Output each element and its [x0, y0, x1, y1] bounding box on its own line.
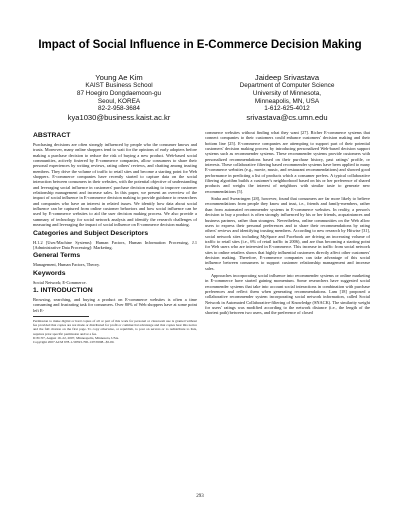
author-name: Young Ae Kim: [95, 73, 143, 82]
right-column: [205, 130, 370, 318]
author-city: Minneapolis, MN, USA: [254, 97, 320, 105]
keywords-heading: Keywords: [33, 269, 66, 277]
abstract-heading: ABSTRACT: [33, 132, 71, 139]
author-affiliation: KAIST Business School: [85, 82, 153, 89]
body-paragraph: Approaches incorporating social influence into recommender systems or online marketing in E-commerce have started gaining momentum. Some researchers have suggested social recommender systems that take into account social interactions in combination with purchase preferences and reflect them when generating recommendations. Lam [18] proposed a collaborative recommender system incorporating social network information, called Social Network in Automated Collaborative-filtering of Knowledge (SNACK). The similarity weight for users' ratings was modified according to the network distance (i.e., the length of the shortest path) between two users, and the preference of closed: [205, 272, 370, 316]
author-address: 87 Hoegiro Dongdaemoon-gu: [76, 89, 162, 97]
introduction-heading: 1. INTRODUCTION: [33, 286, 93, 294]
introduction-text: Browsing, searching, and buying a product on E-commerce websites is often a time consuming and frustrating task for consumers. Over 80% of Web shoppers have at some point left E-: [33, 296, 197, 313]
abstract-text: Purchasing decisions are often strongly influenced by people who the consumer knows and trusts. Moreover, many online shoppers tend to wait for the opinions of early adopters before making a purchase decision to reduce the risk of buying a new product. Web-based social communities, actively fostered by E-commerce companies, allow consumers to share their personal experiences by writing reviews, rating others' reviews, and chatting among trusting members. They drive the volume of traffic to retail sites and become a starting point for Web shoppers. E-commerce companies have recently started to capture data on the social interaction between consumers in their websites, with the potential objective of understanding and leveraging social influence in customers' purchase decision making to improve customer relationship management and increase sales. In this paper, we present an overview of the impact of social influence in E-commerce decision making to provide guidance to researchers and companies who have an interest in related issues. We identify how data about social influence can be captured from online customer behaviors and how social influence can be used by E-commerce websites to aid the user decision making process. We also provide a summary of technology for social network analysis and identify the research challenges of measuring and leveraging the impact of social influence on E-commerce decision making.: [33, 142, 197, 228]
permission-notice: Permission to make digital or hard copies of all or part of this work for personal or classroom use is granted without fee provided that copies are not made or distributed for profit or commercial advantage and that copies bear this notice and the full citation on the first page. To copy otherwise, or republish, to post on servers or to redistribute to lists, requires prior specific permission and/or a fee.: [33, 318, 197, 336]
author-phone: 1-612-625-4012: [264, 105, 310, 113]
paper-title: Impact of Social Influence in E-Commerce Decision Making: [38, 39, 362, 51]
author-2: [202, 73, 372, 122]
page-number: 293: [196, 494, 204, 499]
categories-text: H.1.2 [User/Machine Systems]: Human Factors, Human Information Processing, J.1 [Administrative Data Processing]: Marketing.: [33, 239, 197, 250]
general-terms-heading: General Terms: [33, 252, 81, 260]
author-affiliation: Department of Computer Science: [239, 82, 335, 89]
copyright-info: Copyright 2007 ACM 978-1-59593-700-1/07/0008...$5.00.: [33, 339, 115, 344]
author-phone: 82-2-958-3684: [98, 105, 140, 113]
general-terms-text: Management, Human Factors, Theory.: [33, 262, 100, 268]
footnote-divider: [33, 316, 89, 317]
left-column: [33, 130, 197, 344]
author-name: Jaideep Srivastava: [254, 73, 320, 82]
keywords-text: Social Network; E-Commerce.: [33, 279, 87, 285]
body-paragraph: Sinha and Swearingen [28], however, found that consumers are far more likely to believe recommendations from people they know and trust, i.e., friends and family-members, rather than from automated recommender systems in E-commerce websites. In reality, a person's decision to buy a product is often strongly influenced by his or her friends, acquaintances and business partners, rather than strangers. Nevertheless, online communities on the Web allow users to express their personal preferences and to share their recommendations by rating others' reviews and identifying trusting members. According to new research by Hitwise [31], social network sites including MySpace and Facebook are driving an increasing volume of traffic to retail sites (i.e., 6% of retail traffic in 2006), and are thus becoming a starting point for Web users who are interested in E-commerce. This increase in traffic from social network sites to online retailers shows that highly influential customers directly affect other customers' decision making. Therefore, E-commerce companies can take advantage of this social influence between consumers to support customer relationship management and increase sales.: [205, 196, 370, 271]
author-email: kya1030@business.kaist.ac.kr: [67, 113, 171, 123]
author-address: University of Minnesota,: [252, 89, 322, 97]
author-email: srivastava@cs.umn.edu: [246, 113, 328, 123]
body-paragraph: commerce websites without finding what they want [27]. Richer E-commerce systems that connect companies to their customers could enhance customers' decision making and their bottom line [25]. E-commerce companies are attempting to support part of their potential customers' decision making process by introducing personalized Web-based decision support systems such as recommender systems. These recommender systems provide customers with personalized recommendations based on their purchase history, past ratings' profile, or interests. These collaborative filtering based recommender systems have been applied to many E-commerce websites (e.g., movie, music, and restaurant recommendations) and showed good performance in predicting a list of products which a consumer prefers. A typical collaborative filtering algorithm builds a customer's neighborhood based on his or her preference of shared products and weighs the interest of neighbors with similar taste to generate new recommendations [5].: [205, 130, 370, 194]
author-1: [34, 73, 204, 122]
categories-heading: Categories and Subject Descriptors: [33, 229, 149, 237]
author-city: Seoul, KOREA: [97, 97, 141, 105]
conference-info: ICEC'07, August 19–22, 2007, Minneapolis, Minnesota, USA.: [33, 335, 119, 340]
